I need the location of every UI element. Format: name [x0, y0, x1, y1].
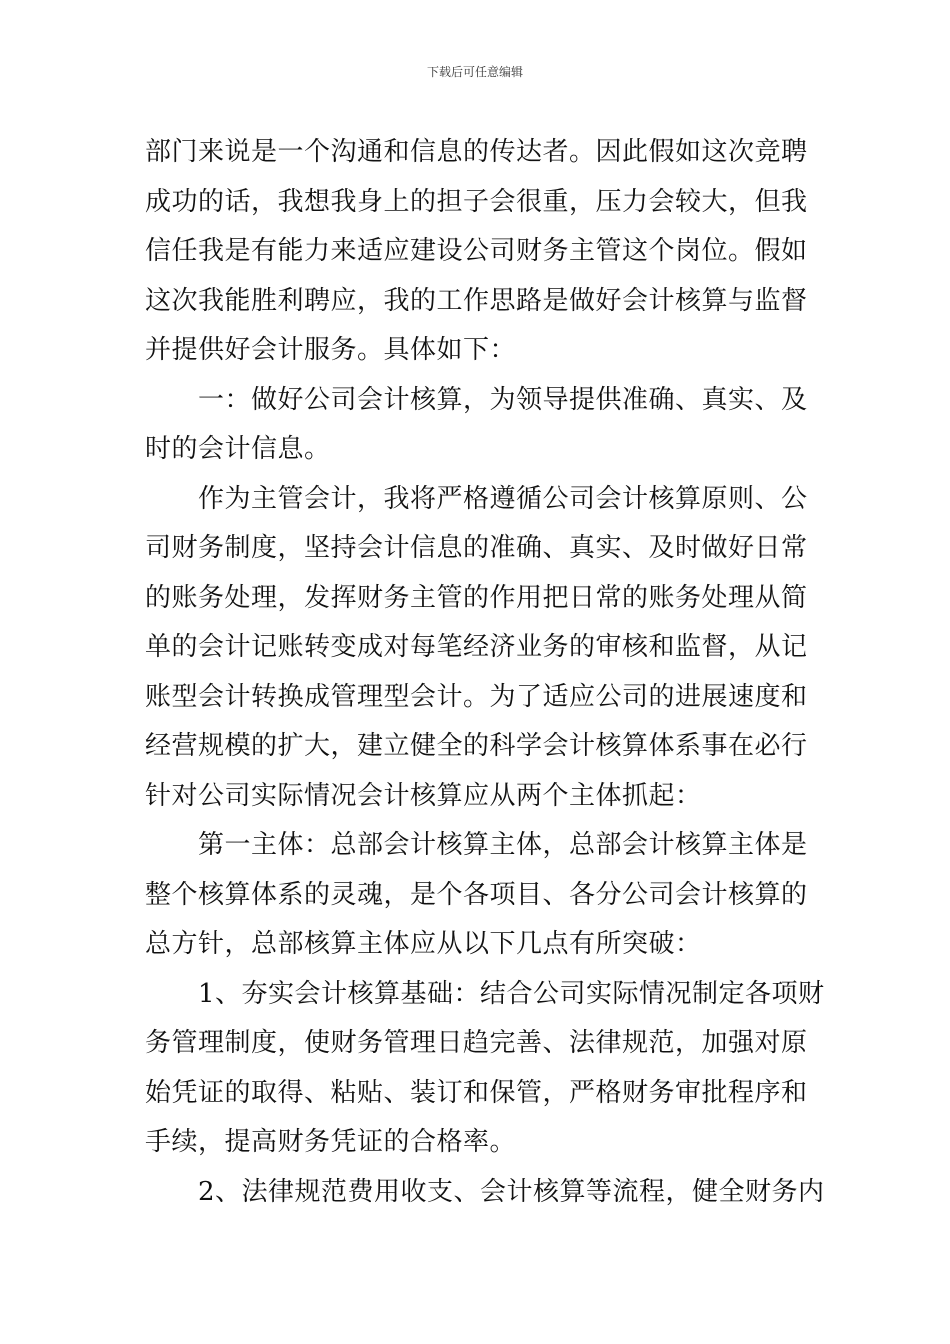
text-line: 1、夯实会计核算基础：结合公司实际情况制定各项财: [145, 978, 825, 1009]
text-line: 的账务处理，发挥财务主管的作用把日常的账务处理从简: [145, 582, 808, 613]
text-line: 手续，提高财务凭证的合格率。: [145, 1127, 517, 1157]
text-line: 部门来说是一个沟通和信息的传达者。因此假如这次竞聘: [145, 137, 808, 167]
text-line: 单的会计记账转变成对每笔经济业务的审核和监督，从记: [145, 632, 808, 662]
text-line: 账型会计转换成管理型会计。为了适应公司的进展速度和: [145, 681, 808, 712]
text-line: 作为主管会计，我将严格遵循公司会计核算原则、公: [145, 483, 808, 514]
text-line: 针对公司实际情况会计核算应从两个主体抓起：: [145, 780, 702, 811]
text-line: 务管理制度，使财务管理日趋完善、法律规范，加强对原: [145, 1028, 808, 1058]
text-line: 信任我是有能力来适应建设公司财务主管这个岗位。假如: [145, 236, 808, 266]
text-line: 第一主体：总部会计核算主体，总部会计核算主体是: [145, 830, 808, 860]
text-line: 经营规模的扩大，建立健全的科学会计核算体系事在必行: [145, 731, 808, 761]
page-header: 下载后可任意编辑: [426, 65, 523, 79]
text-line: 成功的话，我想我身上的担子会很重，压力会较大，但我: [145, 186, 808, 217]
text-line: 并提供好会计服务。具体如下：: [145, 335, 517, 365]
text-line: 这次我能胜利聘应，我的工作思路是做好会计核算与监督: [145, 285, 808, 316]
text-line: 一：做好公司会计核算，为领导提供准确、真实、及: [145, 384, 808, 415]
text-line: 时的会计信息。: [145, 434, 331, 464]
text-line: 总方针，总部核算主体应从以下几点有所突破：: [145, 929, 702, 959]
text-line: 始凭证的取得、粘贴、装订和保管，严格财务审批程序和: [145, 1077, 808, 1108]
document-body: [145, 128, 825, 1217]
text-line: 整个核算体系的灵魂，是个各项目、各分公司会计核算的: [145, 879, 808, 910]
text-line: 司财务制度，坚持会计信息的准确、真实、及时做好日常: [145, 533, 808, 563]
text-line: 2、法律规范费用收支、会计核算等流程，健全财务内: [145, 1176, 825, 1207]
